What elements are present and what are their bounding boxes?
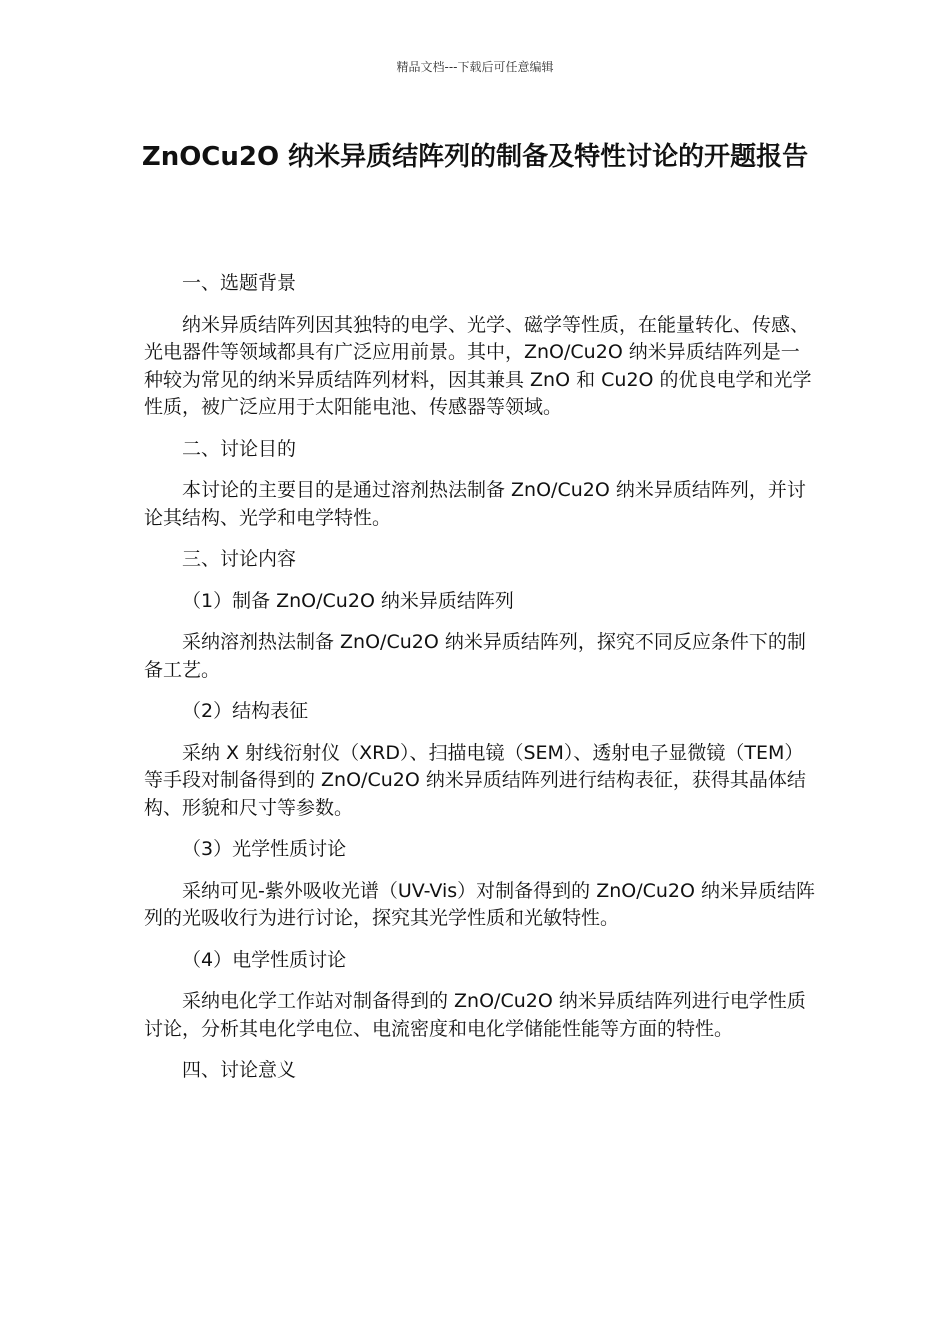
section-heading-background: 一、选题背景 [182,272,297,294]
subsection-heading-electrical: （4）电学性质讨论 [182,948,347,971]
paragraph-background: 纳米异质结阵列因其独特的电学、光学、磁学等性质，在能量转化、传感、光电器件等领域都具有广泛应用前景。其中，ZnO/Cu2O 纳米异质结阵列是一种较为常见的纳米异质结阵列材料，因其兼具 ZnO 和 Cu2O 的优良电学和光学性质，被广泛应用于太阳能电池、传感器等领域。 [144,313,812,418]
paragraph-optical: 采纳可见-紫外吸收光谱（UV-Vis）对制备得到的 ZnO/Cu2O 纳米异质结阵列的光吸收行为进行讨论，探究其光学性质和光敏特性。 [144,879,815,929]
paragraph-structure: 采纳 X 射线衍射仪（XRD）、扫描电镜（SEM）、透射电子显微镜（TEM）等手段对制备得到的 ZnO/Cu2O 纳米异质结阵列进行结构表征，获得其晶体结构、形貌和尺寸等参数。 [144,741,806,819]
section-heading-significance: 四、讨论意义 [182,1059,297,1081]
subsection-heading-structure: （2）结构表征 [182,700,309,722]
document-title: ZnOCu2O 纳米异质结阵列的制备及特性讨论的开题报告 [141,142,809,172]
paragraph-preparation: 采纳溶剂热法制备 ZnO/Cu2O 纳米异质结阵列，探究不同反应条件下的制备工艺。 [144,631,806,681]
subsection-heading-preparation: （1）制备 ZnO/Cu2O 纳米异质结阵列 [182,589,514,612]
document-body [144,270,816,1099]
paragraph-electrical: 采纳电化学工作站对制备得到的 ZnO/Cu2O 纳米异质结阵列进行电学性质讨论，分析其电化学电位、电流密度和电化学储能性能等方面的特性。 [144,990,806,1040]
section-heading-purpose: 二、讨论目的 [182,437,297,460]
subsection-heading-optical: （3）光学性质讨论 [182,838,347,860]
paragraph-purpose: 本讨论的主要目的是通过溶剂热法制备 ZnO/Cu2O 纳米异质结阵列，并讨论其结构、光学和电学特性。 [144,479,806,529]
header-note: 精品文档---下载后可任意编辑 [396,60,554,74]
section-heading-content: 三、讨论内容 [182,548,297,570]
